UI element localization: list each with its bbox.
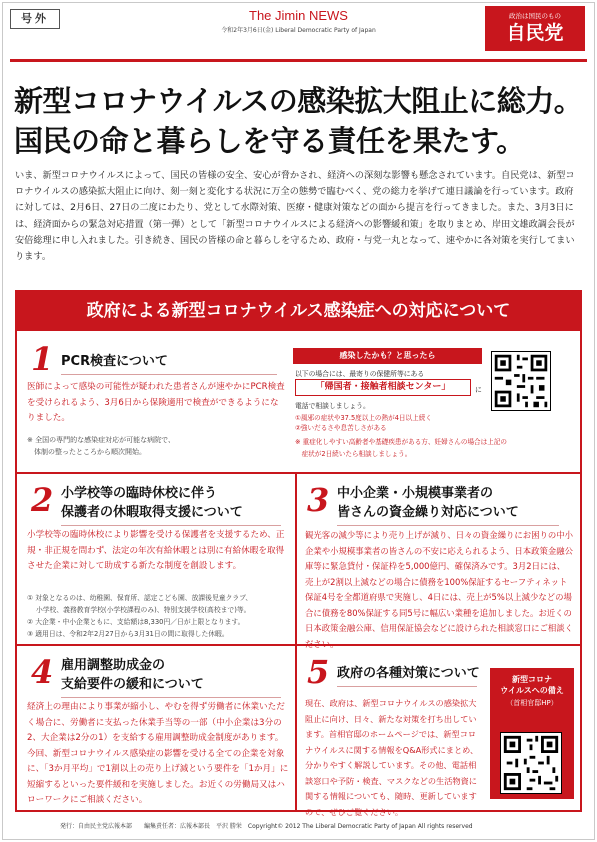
section-2-number: 2 — [31, 481, 54, 519]
headline-line-1: 新型コロナウイルスの感染拡大阻止に総力。 — [14, 84, 583, 118]
section-5-body: 現在、政府は、新型コロナウイルスの感染拡大阻止に向け、日々、新たな対策を打ち出しています。首相官邸のホームページでは、新型コロナウイルスに関する情報をQ&A形式にまとめ、分かりやすく解説しています。その他、電話相談窓口や予防・検査、マスクなどの生活物資に関する情報についても、随時、更新していますので、ぜひご覧ください。 — [305, 698, 479, 817]
section-4-rule — [61, 697, 281, 698]
party-name: 自民党 — [506, 22, 564, 44]
section-2-body: 小学校等の臨時休校により影響を受ける保護者を支援するため、正規・非正規を問わず、法定の年次有給休暇とは別に有給休暇を取得させた企業に対して助成する新たな制度を創設します。 — [27, 530, 285, 571]
divider-row-1 — [17, 472, 580, 474]
divider-row-2 — [17, 644, 580, 646]
section-1-number: 1 — [31, 340, 54, 378]
section-1-note-1: ※ 全国の専門的な感染症対応が可能な病院で、 — [27, 436, 175, 444]
headline-line-2: 国民の命と暮らしを守る責任を果たす。 — [14, 124, 525, 158]
qr-code-icon[interactable] — [491, 351, 551, 411]
section-2-note-3: ② 大企業・中小企業ともに、支給額は8,330円／日が上限となります。 — [27, 618, 245, 626]
masthead-title: The Jimin NEWS — [249, 8, 348, 23]
masthead-date: 令和2年3月6日(金) Liberal Democratic Party of Japan — [221, 27, 376, 34]
section-4-body: 経済上の理由により事業が縮小し、やむを得ず労働者に休業いただく場合に、労働者に支払った休業手当等の一部（中小企業は3分の2、大企業は2分の1）を支給する雇用調整助成金制度があります。今回、新型コロナウイルス感染症の影響を受ける全ての企業を対象に、「3か月平均」で1割以上の売り上げ減という要件を「1か月」に短縮するといった要件緩和を実施しました。お近くの労働局又はハローワークにご相談ください。 — [27, 702, 289, 805]
intro-paragraph: いま、新型コロナウイルスによって、国民の皆様の安全、安心が脅かされ、経済への深刻な影響も懸念されています。自民党は、新型コロナウイルスの感染拡大阻止に向け、刻一刻と変化する状況に万全の態勢で臨むべく、党の総力を挙げて連日議論を行っています。政府に対しては、2月6日、27日の二度にわたり、党として水際対策、医療・健康対策などの面から提言を行ってきました。また、3月3日には、経済面からの緊急対応措置（第一弾）として「新型コロナウイルスによる経済への影響緩和策」を取りまとめ、岸田文雄政調会長が安倍総理に申し入れました。引き続き、国民の皆様の命と暮らしを守るため、政府・与党一丸となって、速やかに各対策を実行してまいります。 — [15, 170, 575, 263]
section-1-body: 医師によって感染の可能性が疑われた患者さんが速やかにPCR検査を受けられるよう、3月6日から保険適用で検査ができるようになりました。 — [27, 382, 285, 423]
party-tagline: 政治は国民のもの — [509, 12, 561, 20]
main-box — [15, 290, 582, 817]
section-3-rule — [337, 525, 559, 526]
issue-badge: 号外 — [10, 9, 60, 29]
consult-center-name: 「帰国者・接触者相談センター」 — [295, 379, 471, 396]
section-2-title-line-1: 小学校等の臨時休校に伴う — [61, 486, 218, 501]
main-title: 政府による新型コロナウイルス感染症への対応について — [17, 292, 580, 331]
kantei-box-line-1: 新型コロナ — [512, 675, 552, 684]
section-2-title-line-2: 保護者の休暇取得支援について — [61, 505, 243, 520]
kantei-box-line-2: ウイルスへの備え — [500, 686, 564, 695]
consult-banner: 感染したかも？と思ったら — [293, 348, 482, 364]
section-3-title-line-1: 中小企業・小規模事業者の — [337, 486, 494, 501]
consult-note-1: ※ 重症化しやすい高齢者や基礎疾患がある方、妊婦さんの場合は上記の — [295, 438, 508, 446]
section-4-number: 4 — [31, 653, 54, 691]
section-2-rule — [61, 525, 281, 526]
section-4-title-line-2: 支給要件の緩和について — [61, 677, 204, 692]
party-logo — [485, 6, 585, 51]
consult-suffix: に — [475, 386, 482, 394]
consultation-box — [293, 348, 492, 432]
section-1-note-2: 体制の整ったところから順次開始。 — [27, 448, 146, 456]
section-1-rule — [61, 374, 277, 375]
section-1-title: PCR検査について — [61, 354, 168, 369]
masthead-rule — [10, 59, 587, 62]
divider-col-2 — [295, 646, 297, 810]
section-5-rule — [337, 686, 477, 687]
section-5-number: 5 — [307, 653, 330, 691]
section-5-title: 政府の各種対策について — [337, 666, 480, 681]
section-3-body: 観光客の減少等により売り上げが減り、日々の資金繰りにお困りの中小企業や小規模事業者の皆さんの不安に応えられるよう、日本政策金融公庫等に緊急貸付・保証枠を5,000億円、確保済みです。3月2日には、売上が2割以上減などの場合に債務を100%保証するセーフティネット保証4号を全都道府県で実施し、4日には、売上が5%以上減少などの場合に債務を80%保証する同5号に幅広い業種を追加しました。お近くの日本政策金融公庫、信用保証協会などに設けられた相談窓口にご相談く — [305, 530, 573, 633]
section-2-note-2: 小学校、義務教育学校(小学校課程のみ)、特別支援学校(高校まで)等。 — [27, 606, 251, 614]
section-3-title-line-2: 皆さんの資金繰り対応について — [337, 505, 519, 520]
divider-col-1 — [295, 474, 297, 644]
consult-condition-2: ②強いだるさや息苦しさがある — [295, 424, 387, 432]
section-2-note-1: ① 対象となるのは、幼稚園、保育所、認定こども園、放課後児童クラブ、 — [27, 594, 253, 602]
footer-credits: 発行：自由民主党広報本部 編集責任者：広報本部長 平沢 勝栄 Copyright© 2012 The Liberal Democratic Party of Japan All rights reserved — [60, 823, 473, 830]
consult-phone-line: 電話で相談しましょう。 — [295, 402, 370, 410]
section-2-note-4: ③ 適用日は、令和2年2月27日から3月31日の間に取得した休暇。 — [27, 630, 229, 638]
consult-lead: 以下の場合には、最寄りの保健所等にある — [295, 370, 425, 378]
kantei-box-sub: （首相官邸HP） — [506, 699, 558, 707]
qr-code-icon[interactable] — [500, 732, 562, 794]
section-4-title-line-1: 雇用調整助成金の — [61, 658, 166, 673]
consult-note-2: 症状が2日続いたら相談しましょう。 — [295, 450, 412, 458]
section-3-number: 3 — [307, 481, 330, 519]
consult-condition-1: ①風邪の症状や37.5度以上の熱が4日以上続く — [295, 414, 432, 422]
